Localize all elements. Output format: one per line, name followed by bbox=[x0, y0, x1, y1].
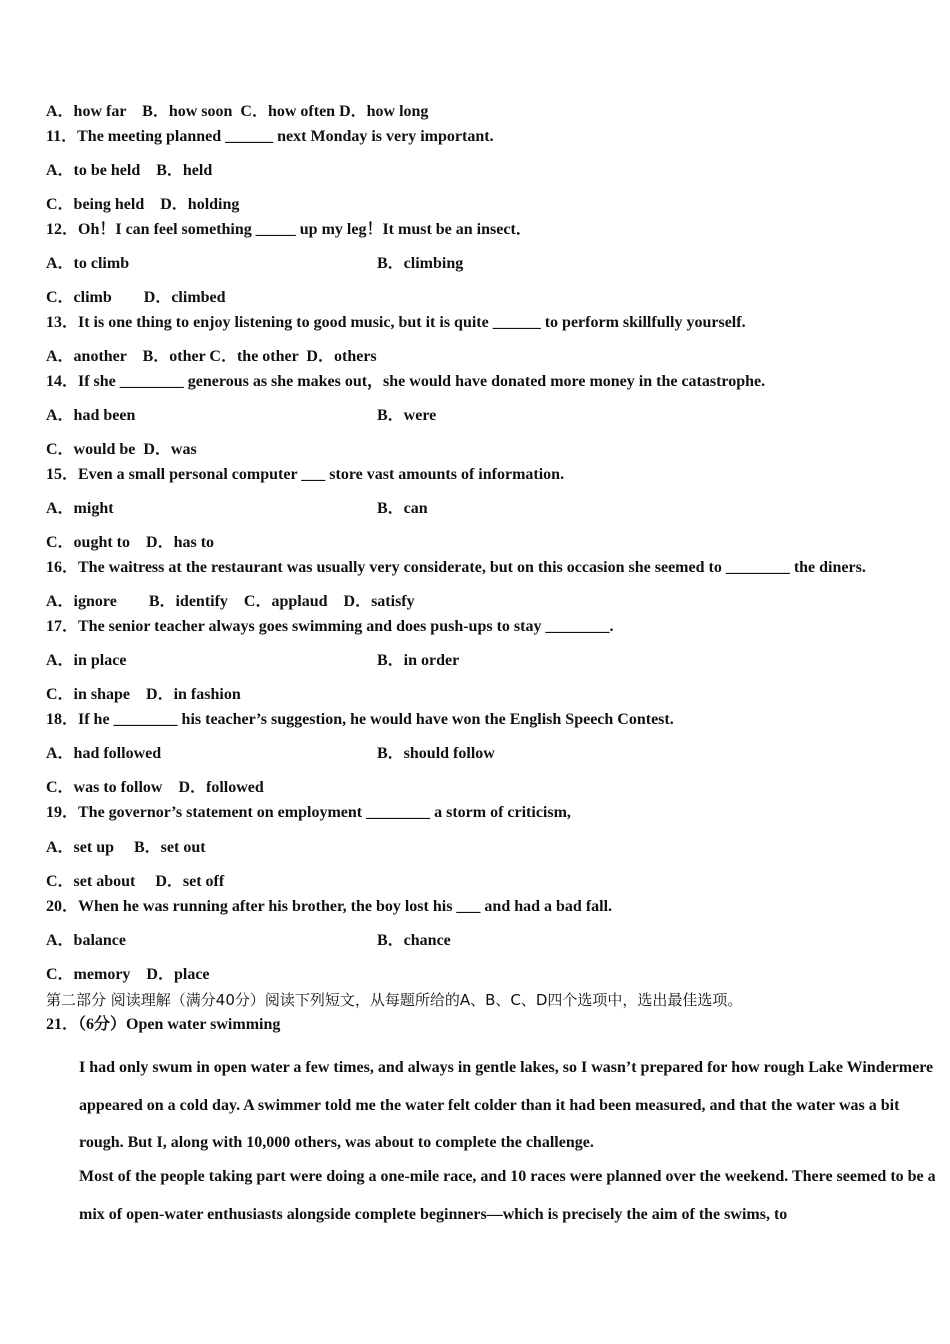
q12-options-cd: C．climb D．climbed bbox=[46, 289, 226, 306]
question-14: 14．If she ________ generous as she makes out，she would have donated more money in the catastrophe. bbox=[46, 373, 766, 390]
q18-option-b: B．should follow bbox=[377, 745, 495, 762]
q18-option-a: A．had followed bbox=[46, 745, 162, 762]
question-20: 20．When he was running after his brother, the boy lost his ___ and had a bad fall. bbox=[46, 898, 613, 915]
q19-options-cd: C．set about D．set off bbox=[46, 873, 225, 890]
q15-options-cd: C．ought to D．has to bbox=[46, 534, 215, 551]
passage-paragraph-1: I had only swum in open water a few times, and always in gentle lakes, so I wasn’t prepared for how rough Lake Windermere appeared on a cold day. A swimmer told me the water felt colder than it had been measured, and that the water was a bit rough. But I, along with 10,000 others, was about to complete the challenge. bbox=[79, 1059, 934, 1151]
q20-option-a: A．balance bbox=[46, 932, 127, 949]
q17-option-a: A．in place bbox=[46, 652, 127, 669]
question-15: 15．Even a small personal computer ___ store vast amounts of information. bbox=[46, 466, 565, 483]
q15-option-a: A．might bbox=[46, 500, 114, 517]
question-16: 16．The waitress at the restaurant was usually very considerate, but on this occasion she seemed to ________ the diners. bbox=[46, 559, 866, 576]
q20-option-b: B．chance bbox=[377, 932, 451, 949]
q17-options-cd: C．in shape D．in fashion bbox=[46, 686, 241, 703]
q12-option-b: B．climbing bbox=[377, 255, 464, 272]
q14-option-a: A．had been bbox=[46, 407, 136, 424]
question-17: 17．The senior teacher always goes swimming and does push-ups to stay ________. bbox=[46, 618, 614, 635]
q20-options-cd: C．memory D．place bbox=[46, 966, 210, 983]
q15-option-b: B．can bbox=[377, 500, 428, 517]
question-12: 12．Oh！I can feel something _____ up my leg！It must be an insect． bbox=[46, 221, 532, 238]
q14-options-cd: C．would be D．was bbox=[46, 441, 197, 458]
q19-options-ab: A．set up B．set out bbox=[46, 839, 206, 856]
section-heading: 第二部分 阅读理解（满分40分）阅读下列短文，从每题所给的A、B、C、D四个选项中，选出最佳选项。 bbox=[46, 991, 743, 1009]
question-21-title: 21．（6分）Open water swimming bbox=[46, 1016, 281, 1033]
question-11: 11．The meeting planned ______ next Monday is very important. bbox=[46, 128, 494, 145]
question-18: 18．If he ________ his teacher’s suggestion, he would have won the English Speech Contest. bbox=[46, 711, 674, 728]
q12-option-a: A．to climb bbox=[46, 255, 130, 272]
q17-option-b: B．in order bbox=[377, 652, 460, 669]
question-13: 13．It is one thing to enjoy listening to good music, but it is quite ______ to perform skillfully yourself. bbox=[46, 314, 746, 331]
passage-paragraph-2: Most of the people taking part were doing a one-mile race, and 10 races were planned over the weekend. There seemed to be a mix of open-water enthusiasts alongside complete beginners—which is precisely the aim of the swims, to bbox=[79, 1168, 936, 1223]
q11-options-ab: A．to be held B．held bbox=[46, 162, 213, 179]
q13-options: A．another B．other C．the other D．others bbox=[46, 348, 377, 365]
q11-options-cd: C．being held D．holding bbox=[46, 196, 240, 213]
question-19: 19．The governor’s statement on employment ________ a storm of criticism, bbox=[46, 804, 571, 821]
q18-options-cd: C．was to follow D．followed bbox=[46, 779, 264, 796]
q10-options: A．how far B．how soon C．how often D．how long bbox=[46, 103, 429, 120]
q14-option-b: B．were bbox=[377, 407, 437, 424]
q16-options: A．ignore B．identify C．applaud D．satisfy bbox=[46, 593, 415, 610]
